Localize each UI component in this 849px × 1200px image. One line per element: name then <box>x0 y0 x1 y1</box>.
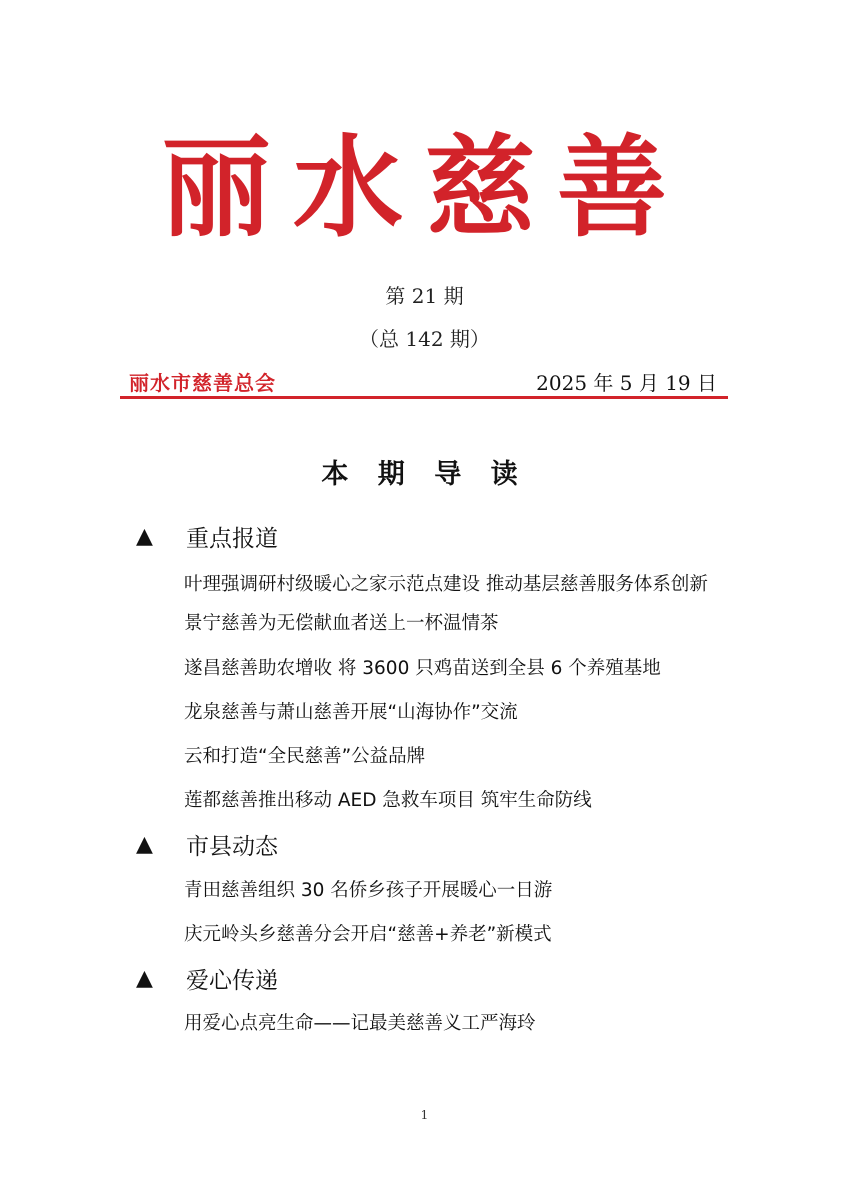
toc-item[interactable]: 庆元岭头乡慈善分会开启“慈善+养老”新模式 <box>184 924 552 945</box>
issue-number: 第 21 期 <box>385 284 464 308</box>
section-heading <box>136 962 278 995</box>
toc-item[interactable]: 云和打造“全民慈善”公益品牌 <box>184 746 426 767</box>
toc-item[interactable]: 用爱心点亮生命——记最美慈善义工严海玲 <box>184 1013 536 1034</box>
toc-item[interactable]: 青田慈善组织 30 名侨乡孩子开展暖心一日游 <box>184 880 553 901</box>
header-divider <box>120 396 728 399</box>
section-heading <box>136 828 278 861</box>
page-number: 1 <box>420 1108 429 1122</box>
toc-item[interactable]: 景宁慈善为无偿献血者送上一杯温情茶 <box>184 613 499 634</box>
section-title: 市县动态 <box>186 834 278 860</box>
toc-item[interactable]: 莲都慈善推出移动 AED 急救车项目 筑牢生命防线 <box>184 790 592 811</box>
section-title: 爱心传递 <box>186 968 278 994</box>
toc-item[interactable]: 遂昌慈善助农增收 将 3600 只鸡苗送到全县 6 个养殖基地 <box>184 658 661 679</box>
masthead-title: 丽水慈善 <box>161 123 689 252</box>
guide-title: 本 期 导 读 <box>321 459 528 490</box>
masthead-logo <box>0 118 849 253</box>
toc-item[interactable]: 叶理强调研村级暖心之家示范点建设 推动基层慈善服务体系创新 <box>184 574 708 595</box>
section-heading <box>136 520 278 553</box>
section-title: 重点报道 <box>186 526 278 552</box>
triangle-icon: ▲ <box>136 966 153 991</box>
triangle-icon: ▲ <box>136 832 153 857</box>
total-issue-number: （总 142 期） <box>359 327 490 351</box>
toc-item[interactable]: 龙泉慈善与萧山慈善开展“山海协作”交流 <box>184 702 518 723</box>
publish-date: 2025 年 5 月 19 日 <box>536 371 717 395</box>
publisher-name: 丽水市慈善总会 <box>129 371 276 395</box>
triangle-icon: ▲ <box>136 524 153 549</box>
